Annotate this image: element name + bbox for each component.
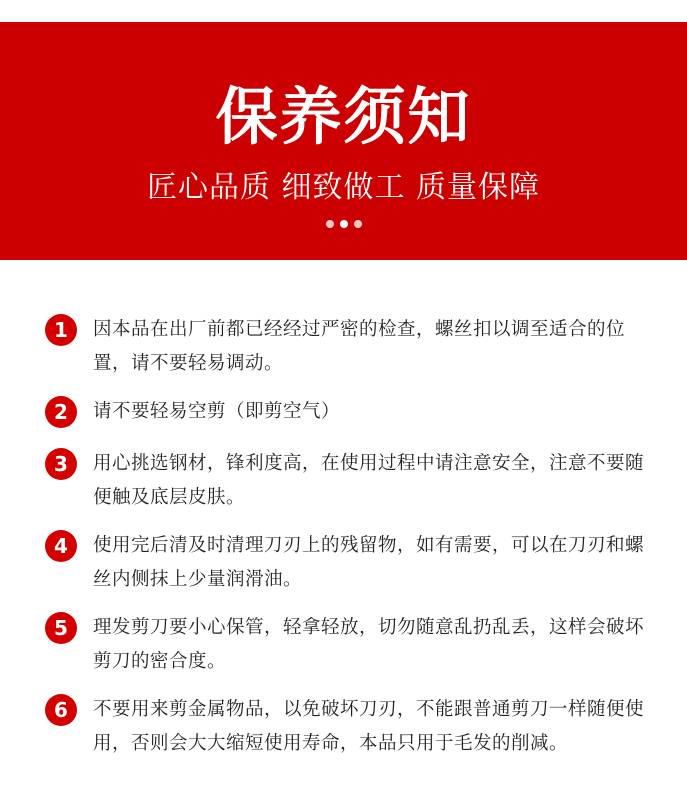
number-badge: 4 [45,530,77,562]
note-text: 因本品在出厂前都已经经过严密的检查，螺丝扣以调至适合的位置，请不要轻易调动。 [93,319,626,374]
note-text: 不要用来剪金属物品，以免破坏刀刃，不能跟普通剪刀一样随便使用，否则会大大缩短使用寿命，本品只用于毛发的削减。 [93,699,645,754]
dot-icon [326,220,334,228]
number-badge: 2 [45,396,77,428]
note-text: 用心挑选钢材，锋利度高，在使用过程中请注意安全，注意不要随便触及底层皮肤。 [93,453,645,508]
note-text: 使用完后清及时清理刀刃上的残留物，如有需要，可以在刀刃和螺丝内侧抹上少量润滑油。 [93,535,645,590]
dots-decoration [0,220,687,228]
header-banner [0,22,687,260]
dot-icon [340,220,348,228]
number-badge: 6 [45,694,77,726]
list-item [45,529,655,593]
note-text: 请不要轻易空剪（即剪空气） [93,401,341,422]
note-text: 理发剪刀要小心保管，轻拿轻放，切勿随意乱扔乱丢，这样会破坏剪刀的密合度。 [93,617,645,672]
number-badge: 1 [45,314,77,346]
list-item [45,313,655,377]
list-item [45,611,655,675]
number-badge: 3 [45,448,77,480]
list-item [45,447,655,511]
care-notes-list [45,313,655,757]
dot-icon [354,220,362,228]
number-badge: 5 [45,612,77,644]
page-title: 保养须知 [215,80,472,153]
page-subtitle: 匠心品质 细致做工 质量保障 [146,170,541,205]
list-item [45,693,655,757]
list-item [45,395,655,429]
